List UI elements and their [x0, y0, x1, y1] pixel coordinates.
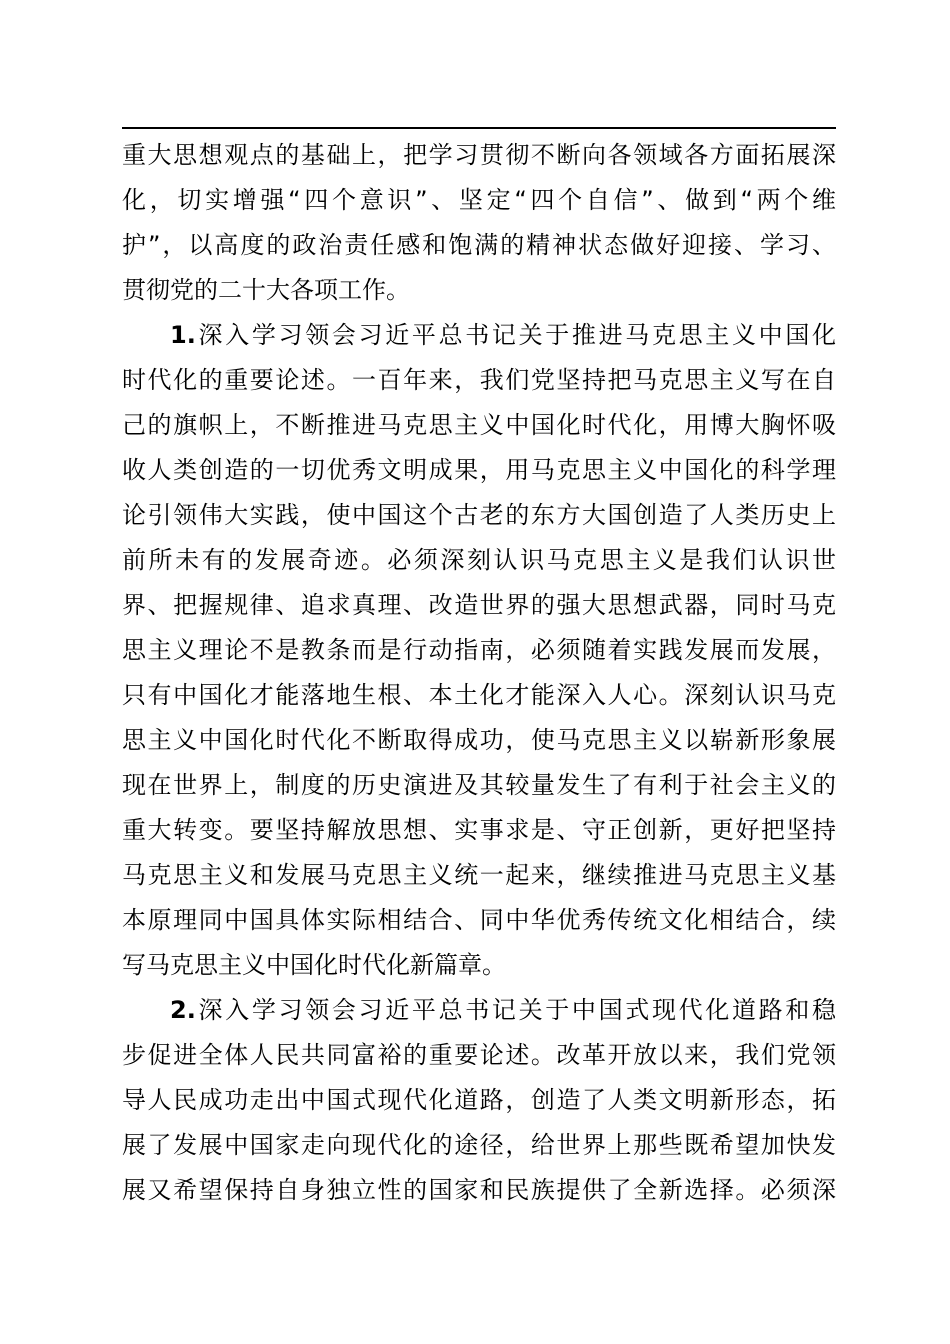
text-line: 步促进全体人民共同富裕的重要论述。改革开放以来，我们党领: [122, 1041, 836, 1069]
text-line: 展又希望保持自身独立性的国家和民族提供了全新选择。必须深: [122, 1176, 836, 1204]
text-line: 界、把握规律、追求真理、改造世界的强大思想武器，同时马克: [122, 591, 836, 619]
item-1-first-line: [170, 313, 836, 357]
text-line: 现在世界上，制度的历史演进及其较量发生了有利于社会主义的: [122, 771, 836, 799]
text-line: 重大转变。要坚持解放思想、实事求是、守正创新，更好把坚持: [122, 816, 836, 844]
text-line: 前所未有的发展奇迹。必须深刻认识马克思主义是我们认识世: [122, 546, 836, 574]
text-line: 时代化的重要论述。一百年来，我们党坚持把马克思主义写在自: [122, 366, 836, 394]
text-line: 思主义中国化时代化不断取得成功，使马克思主义以崭新形象展: [122, 726, 836, 754]
text-line: 马克思主义和发展马克思主义统一起来，继续推进马克思主义基: [122, 861, 836, 889]
text-line: 本原理同中国具体实际相结合、同中华优秀传统文化相结合，续: [122, 906, 836, 934]
item-2-first-line: [170, 988, 836, 1032]
text-line: 展了发展中国家走向现代化的途径，给世界上那些既希望加快发: [122, 1131, 836, 1159]
item-2-number: 2.: [170, 996, 196, 1024]
text-line: 深入学习领会习近平总书记关于中国式现代化道路和稳: [195, 996, 836, 1024]
text-line: 导人民成功走出中国式现代化道路，创造了人类文明新形态，拓: [122, 1086, 836, 1114]
text-line: 贯彻党的二十大各项工作。: [122, 276, 410, 304]
text-line: 护”，以高度的政治责任感和饱满的精神状态做好迎接、学习、: [122, 231, 836, 259]
text-line: 收人类创造的一切优秀文明成果，用马克思主义中国化的科学理: [122, 456, 836, 484]
text-line: 只有中国化才能落地生根、本土化才能深入人心。深刻认识马克: [122, 681, 836, 709]
text-line: 重大思想观点的基础上，把学习贯彻不断向各领域各方面拓展深: [122, 141, 836, 169]
item-1-number: 1.: [170, 321, 196, 349]
text-line: 思主义理论不是教条而是行动指南，必须随着实践发展而发展，: [122, 636, 836, 664]
text-line: 深入学习领会习近平总书记关于推进马克思主义中国化: [195, 321, 836, 349]
text-line: 论引领伟大实践，使中国这个古老的东方大国创造了人类历史上: [122, 501, 836, 529]
text-line: 化，切实增强“四个意识”、坚定“四个自信”、做到“两个维: [122, 186, 836, 214]
text-line: 写马克思主义中国化时代化新篇章。: [122, 951, 506, 979]
text-line: 己的旗帜上，不断推进马克思主义中国化时代化，用博大胸怀吸: [122, 411, 836, 439]
header-rule: [122, 127, 836, 129]
